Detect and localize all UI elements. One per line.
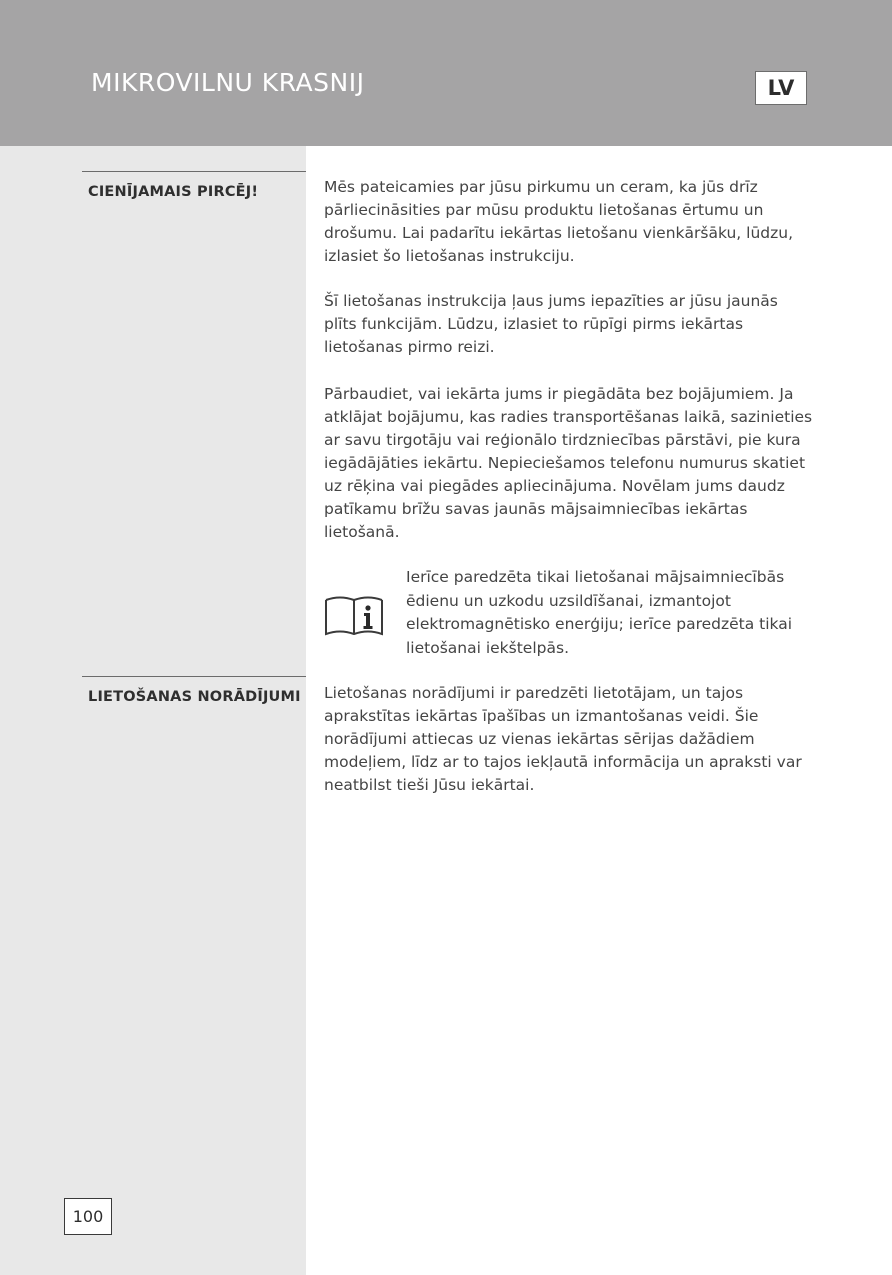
section-heading-instructions: LIETOŠANAS NORĀDĪJUMI: [82, 676, 306, 709]
intro-paragraph-2: Šī lietošanas instrukcija ļaus jums iepazīties ar jūsu jaunās plīts funkcijām. Lūdzu, izlasiet to rūpīgi pirms iekārtas lietošanas pirmo reizi.: [324, 292, 778, 356]
sidebar-column: [0, 146, 306, 1275]
section-heading-dear-customer: CIENĪJAMAIS PIRCĒJ!: [82, 171, 306, 204]
usage-notice: Ierīce paredzēta tikai lietošanai mājsaimniecībās ēdienu un uzkodu uzsildīšanai, izmantojot elektromagnētisko enerģiju; ierīce paredzēta tikai lietošanai iekštelpās.: [406, 568, 793, 657]
intro-paragraph-3: Pārbaudiet, vai iekārta jums ir piegādāta bez bojājumiem. Ja atklājat bojājumu, kas radies transportēšanas laikā, sazinieties ar savu tirgotāju vai reģionālo tirdzniecības pārstāvi, pie kura iegādājāties iekārtu. Nepieciešamos telefonu numurus skatiet uz rēķina vai piegādes apliecinājuma. Novēlam jums daudz patīkamu brīžu savas jaunās mājsaimniecības iekārtas lietošanā.: [324, 385, 813, 541]
document-title: MIKROVILNU KRASNIJ: [91, 68, 365, 97]
language-badge: LV: [755, 71, 807, 105]
intro-paragraph-1: Mēs pateicamies par jūsu pirkumu un ceram, ka jūs drīz pārliecināsities par mūsu produktu lietošanas ērtumu un drošumu. Lai padarītu iekārtas lietošanu vienkāršāku, lūdzu, izlasiet šo lietošanas instrukciju.: [324, 178, 793, 265]
page-header: [0, 0, 892, 146]
info-book-icon: [324, 592, 384, 638]
page-number: 100: [64, 1198, 112, 1235]
instructions-paragraph: Lietošanas norādījumi ir paredzēti lietotājam, un tajos aprakstītas iekārtas īpašības un izmantošanas veidi. Šie norādījumi attiecas uz vienas iekārtas sērijas dažādiem modeļiem, līdz ar to tajos iekļautā informācija un apraksti var neatbilst tieši Jūsu iekārtai.: [324, 684, 802, 794]
